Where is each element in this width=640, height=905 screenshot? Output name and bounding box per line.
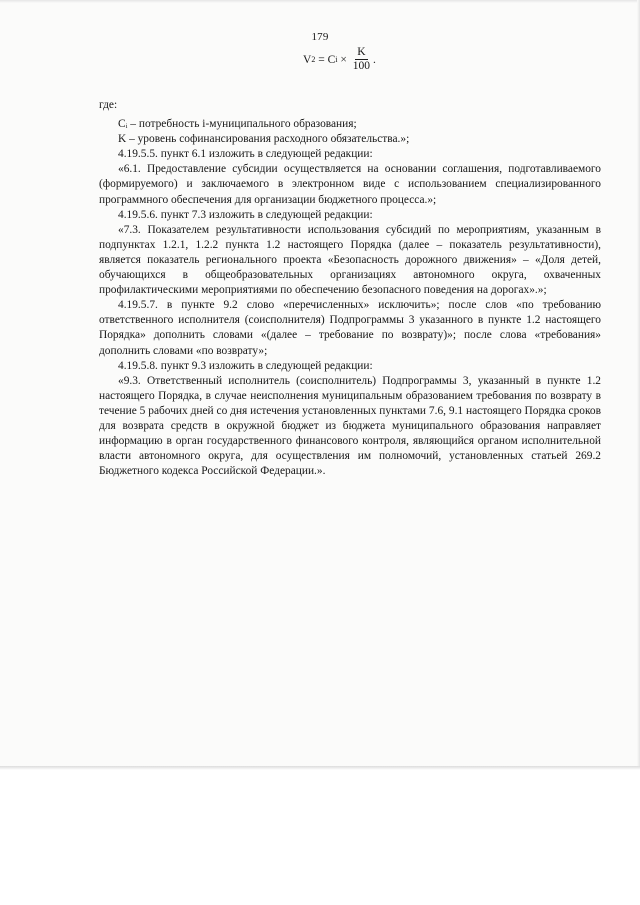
quote-9-3: «9.3. Ответственный исполнитель (соисполнитель) Подпрограммы 3, указанный в пункте 1.2 настоящего Порядка, в случае неисполнения муниципальным образованием требования по возврату в течение 5 рабочих дней со дня истечения установленных пунктами 7.6, 9.1 настоящего Порядка сроков для возврата средств в окружной бюджет из бюджета муниципального образования направляет информацию в орган государственного финансового контроля, являющийся органом исполнительной власти автономного округа, для осуществления им полномочий, установленных статьей 269.2 Бюджетного кодекса Российской Федерации.».	[99, 374, 601, 478]
formula-lhs-subscript: 2	[311, 55, 316, 65]
formula	[303, 46, 376, 73]
page-number: 179	[311, 31, 329, 43]
scan-top-edge	[0, 0, 640, 3]
formula-fraction	[351, 46, 372, 73]
item-4-19-5-6: 4.19.5.6. пункт 7.3 изложить в следующей редакции:	[118, 208, 373, 221]
formula-c-subscript: i	[335, 55, 338, 65]
item-4-19-5-8: 4.19.5.8. пункт 9.3 изложить в следующей редакции:	[118, 359, 373, 372]
scan-bottom-edge	[0, 766, 640, 770]
definition-ci: Cᵢ – потребность i-муниципального образования;	[118, 118, 357, 131]
formula-lhs: V	[303, 53, 312, 66]
formula-c: C	[327, 53, 336, 66]
item-4-19-5-7: 4.19.5.7. в пункте 9.2 слово «перечисленных» исключить»; после слов «по требованию ответственного исполнителя (соисполнителя) Подпрограммы 3 указанного в пункте 1.2 настоящего Порядка» дополнить словами «(далее – требование по возврату)»; после слова «требования» дополнить словами «по возврату»;	[99, 299, 601, 357]
definition-k: K – уровень софинансирования расходного обязательства.»;	[118, 133, 410, 146]
formula-denominator: 100	[352, 60, 370, 73]
where-label: где:	[99, 99, 118, 111]
quote-6-1: «6.1. Предоставление субсидии осуществляется на основании соглашения, подготавливаемого (формируемого) и заключаемого в электронном виде с использованием специализированного программного обеспечения для организации бюджетного процесса.»;	[99, 163, 601, 206]
formula-equals: =	[315, 53, 328, 66]
formula-numerator: K	[355, 46, 367, 60]
formula-times: ×	[337, 53, 350, 66]
formula-period: .	[372, 53, 376, 66]
quote-7-3: «7.3. Показателем результативности использования субсидий по мероприятиям, указанным в подпунктах 1.2.1, 1.2.2 пункта 1.2 настоящего Порядка (далее – показатель результативности), является показатель регионального проекта «Безопасность дорожного движения» – «Доля детей, обучающихся в общеобразовательных организациях автономного округа, охваченных профилактическими мероприятиями по обеспечению безопасного поведения на дорогах».»;	[99, 223, 601, 297]
document-body	[99, 98, 601, 479]
item-4-19-5-5: 4.19.5.5. пункт 6.1 изложить в следующей редакции:	[118, 148, 373, 161]
